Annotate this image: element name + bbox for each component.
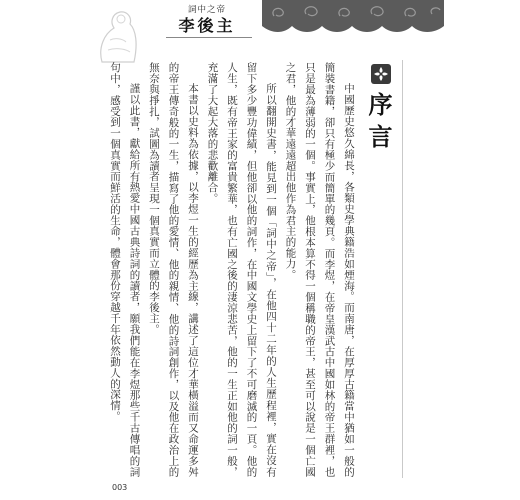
header-cloud-band — [262, 0, 444, 40]
body-paragraph: 所以翻開史書，能見到一個「詞中之帝」，在他四十二年的人生歷程裡，實在沒有留下多少豐功偉績，但他卻以他的詞作，在中國文學史上留下了不可磨滅的一頁。他的人生，既有帝王家的富貴繁華，也有亡國之後的淒涼悲苦，他的一生正如他的詞一般，充滿了大起大落的悲歡離合。 — [206, 62, 277, 477]
body-paragraph: 本書以史料為依據，以李煜一生的經歷為主線，講述了這位才華橫溢而又命運多舛的帝王傳奇般的一生，描寫了他的愛情、他的親情、他的詩詞創作，以及他在政治上的無奈與掙扎，試圖為讀者呈現一個真實而立體的李後主。 — [148, 62, 199, 477]
header-rule — [166, 37, 252, 38]
page-number: 003 — [112, 483, 128, 492]
chapter-divider — [402, 60, 403, 478]
body-paragraph: 謹以此書，獻給所有熱愛中國古典詩詞的讀者，願我們能在李煜那些千古傳唱的詞句中，感受到一個真實而鮮活的生命，體會那份穿越千年依然動人的深情。 — [109, 62, 141, 477]
body-paragraph: 中國歷史悠久綿長，各類史學典籍浩如煙海。而南唐，在厚厚古籍當中猶如一般的簡裝書籍，卻只有極少而簡單的幾頁。而李煜，在帝皇漢武古中國如林的帝王群裡，也只是最為薄弱的一個。事實上，他根本算不得一個稱職的帝王，甚至可以說是一個亡國之君，他的才華遠遠超出他作為君主的能力。 — [284, 62, 355, 477]
series-name: 詞中之帝 — [187, 5, 226, 15]
preface-body — [109, 62, 358, 477]
chapter-title: 序言 — [364, 92, 393, 156]
header-ornament-figure — [92, 4, 142, 68]
chapter-flower-icon — [369, 62, 393, 86]
book-title: 李後主 — [178, 16, 236, 35]
